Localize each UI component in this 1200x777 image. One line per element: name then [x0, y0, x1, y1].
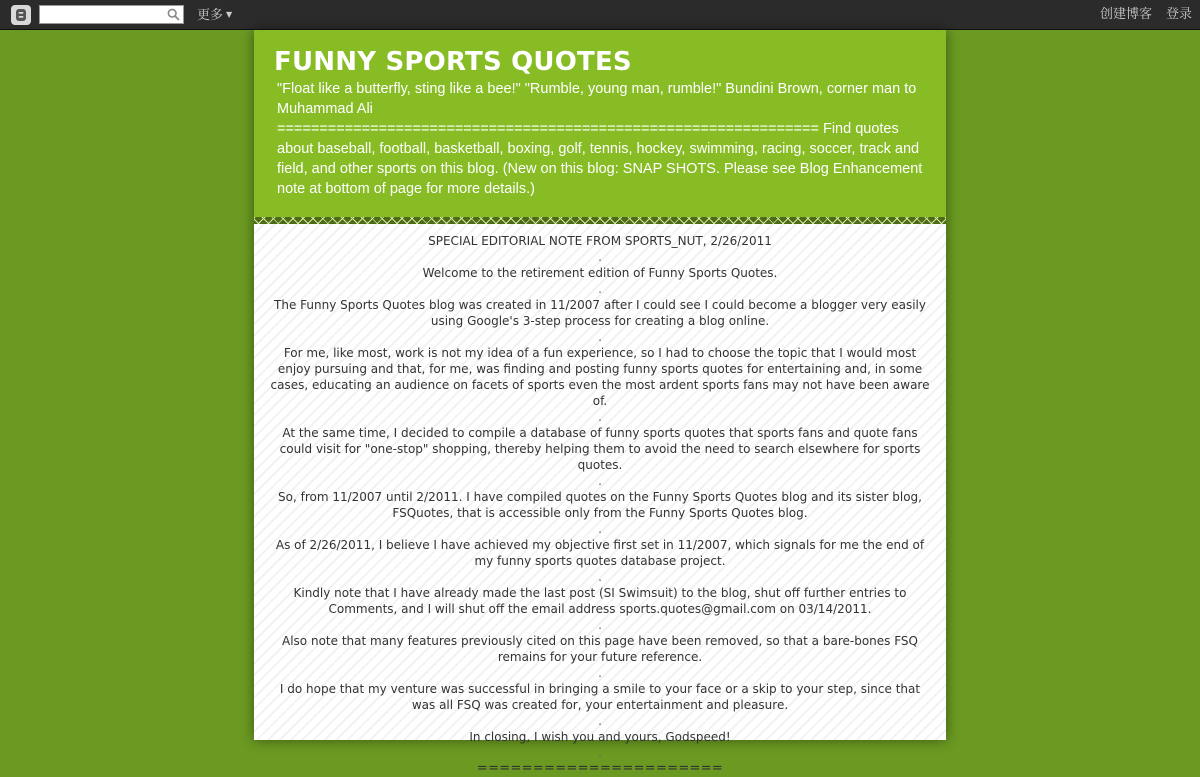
dot-separator: . — [598, 410, 602, 424]
header-border — [254, 217, 946, 224]
description-separator: ================================================================ — [277, 121, 819, 137]
more-menu[interactable] — [197, 7, 232, 24]
dot-separator: . — [598, 570, 602, 584]
post-body — [268, 233, 932, 777]
blog-header — [254, 30, 946, 218]
post-paragraph: Welcome to the retirement edition of Funny Sports Quotes. — [422, 266, 778, 280]
dot-separator: . — [598, 474, 602, 488]
search-input[interactable] — [42, 7, 160, 22]
dot-separator: . — [598, 666, 602, 680]
dot-separator: . — [598, 330, 602, 344]
post-paragraph: Kindly note that I have already made the last post (SI Swimsuit) to the blog, shut off further entries to Comments, and I will shut off the email address sports.quotes@gmail.com on 03/14/2011. — [293, 586, 907, 616]
post-paragraph: So, from 11/2007 until 2/2011. I have compiled quotes on the Funny Sports Quotes blog and its sister blog, FSQuotes, that is accessible only from the Funny Sports Quotes blog. — [278, 490, 922, 520]
blogger-logo-icon[interactable] — [11, 5, 31, 25]
post-paragraph: Also note that many features previously cited on this page have been removed, so that a bare-bones FSQ remains for your future reference. — [282, 634, 918, 664]
post-paragraph: For me, like most, work is not my idea of a fun experience, so I had to choose the topic that I would most enjoy pursuing and that, for me, was finding and posting funny sports quotes for entertaining and, in some cases, educating an audience on facets of sports even the most ardent sports fans may not have been aware of. — [270, 346, 930, 408]
dot-separator: . — [598, 618, 602, 632]
dot-separator: . — [598, 714, 602, 728]
login-link[interactable]: 登录 — [1166, 7, 1193, 22]
more-label: 更多 — [197, 8, 224, 23]
closing-rule: ====================== — [476, 761, 724, 776]
navbar — [0, 0, 1200, 30]
post-heading: SPECIAL EDITORIAL NOTE FROM SPORTS_NUT, 2/26/2011 — [428, 234, 772, 248]
dot-separator: . — [598, 250, 602, 264]
post-paragraph: The Funny Sports Quotes blog was created in 11/2007 after I could see I could become a blogger very easily using Google's 3-step process for creating a blog online. — [274, 298, 926, 328]
chevron-down-icon: ▼ — [226, 10, 233, 19]
description-quote: "Float like a butterfly, sting like a bee!" "Rumble, young man, rumble!" Bundini Brown, corner man to Muhammad Ali — [277, 81, 917, 117]
search-box — [39, 5, 184, 24]
dot-separator: . — [598, 746, 602, 760]
description-about: Find quotes about baseball, football, basketball, boxing, golf, tennis, hockey, swimming, racing, soccer, track and field, and other sports on this blog. (New on this blog: SNAP SHOTS. Please see Blog Enhancement note at bottom of page for more details.) — [277, 121, 923, 197]
post-paragraph: I do hope that my venture was successful in bringing a smile to your face or a skip to your step, since that was all FSQ was created for, your entertainment and pleasure. — [279, 682, 921, 712]
blog-description — [277, 79, 927, 199]
post-paragraph: In closing, I wish you and yours, Godspeed! — [469, 730, 731, 744]
blog-title[interactable]: FUNNY SPORTS QUOTES — [274, 47, 632, 77]
dot-separator: . — [598, 522, 602, 536]
dot-separator: . — [598, 282, 602, 296]
main-content — [254, 224, 946, 776]
post-paragraph: At the same time, I decided to compile a database of funny sports quotes that sports fans and quote fans could visit for "one-stop" shopping, thereby helping them to avoid the need to search elsewhere for sports quotes. — [279, 426, 921, 472]
create-blog-link[interactable]: 创建博客 — [1100, 7, 1153, 22]
blog-column — [254, 30, 946, 776]
search-icon[interactable] — [167, 8, 180, 21]
post-paragraph: As of 2/26/2011, I believe I have achieved my objective first set in 11/2007, which signals for me the end of my funny sports quotes database project. — [275, 538, 925, 568]
